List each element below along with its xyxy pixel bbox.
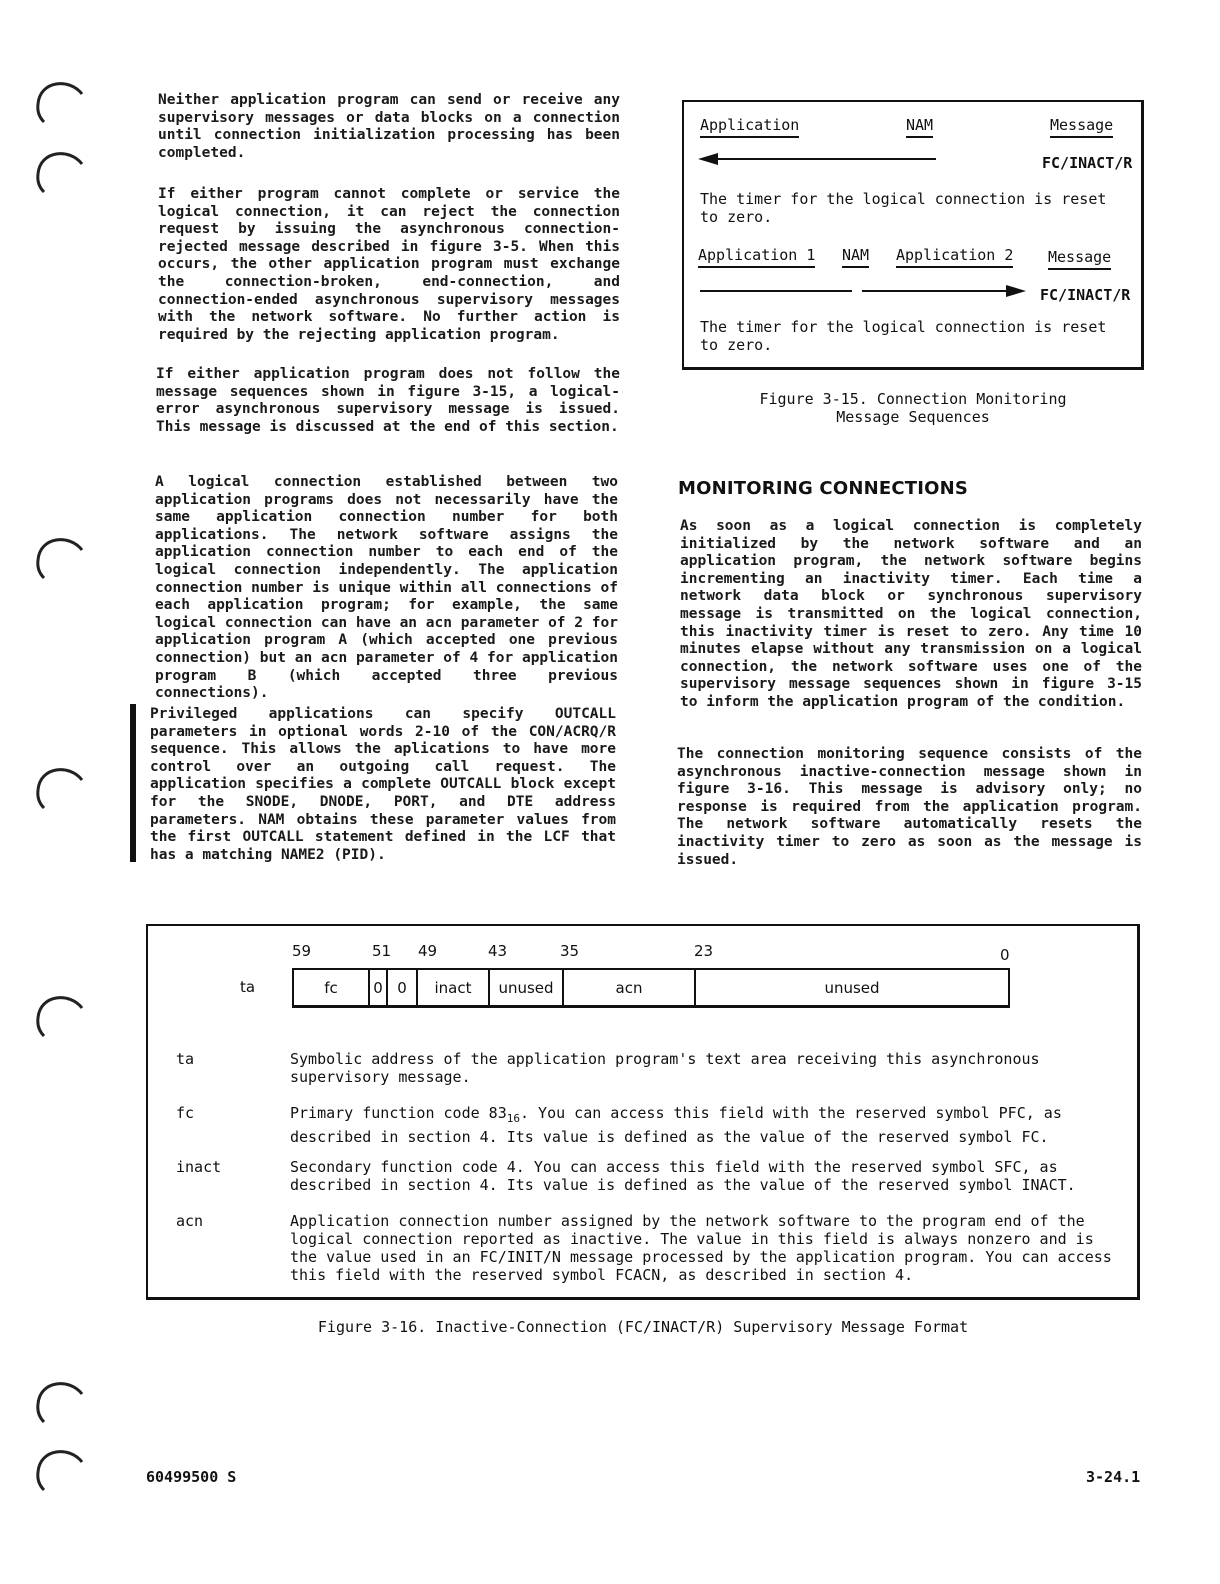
word-label-ta: ta (240, 978, 256, 996)
binder-hole-icon (32, 532, 86, 580)
fig15-row1-message: Message (1050, 116, 1113, 138)
document-number: 60499500 S (146, 1468, 237, 1486)
definition-desc-fc-pre: Primary function code 83 (290, 1104, 507, 1122)
fig15-row1-application: Application (700, 116, 799, 138)
field-zero-1: 0 (370, 970, 388, 1005)
fig15-text-2: The timer for the logical connection is reset to zero. (700, 318, 1107, 354)
arrow-left-icon (698, 152, 938, 166)
left-paragraph-4: A logical connection established between two application programs does not necessarily have the same application connection number for both applications. The network software assigns the application connection number to each end of the logical connection independently. The application connection number is unique within all connections of each application program; for example, the same logical connection can have an acn parameter of 2 for application program A (which accepted one previous connection) but an acn parameter of 4 for application program B (which accepted three previous connections). (155, 474, 618, 702)
bit-number: 51 (372, 942, 392, 960)
binder-hole-icon (32, 146, 86, 194)
definition-term-acn: acn (176, 1212, 204, 1230)
left-paragraph-1: Neither application program can send or receive any supervisory messages or data blocks on a connection until connection initialization processing has been completed. (158, 92, 620, 161)
field-zero-2: 0 (388, 970, 418, 1005)
binder-hole-icon (32, 990, 86, 1038)
figure-3-15-caption-line-2: Message Sequences (836, 408, 990, 426)
figure-3-15-caption-line-1: Figure 3-15. Connection Monitoring (759, 390, 1067, 408)
definition-desc-fc-sub: 16 (506, 1112, 520, 1125)
left-paragraph-5: Privileged applications can specify OUTCALL parameters in optional words 2-10 of the CON/ACRQ/R sequence. This allows the aplications to have more control over an outgoing call request. The application specifies a complete OUTCALL block except for the SNODE, DNODE, PORT, and DTE address parameters. NAM obtains these parameter values from the first OUTCALL statement defined in the LCF that has a matching NAME2 (PID). (150, 706, 616, 863)
definition-term-inact: inact (176, 1158, 222, 1176)
bit-number: 43 (488, 942, 508, 960)
fig15-row2-nam: NAM (842, 246, 869, 268)
left-paragraph-2: If either program cannot complete or service the logical connection, it can reject the connection request by issuing the asynchronous connection-rejected message described in figure 3-5. When this occurs, the other application program must exchange the connection-broken, end-connection, and connection-ended asynchronous supervisory messages with the network software. No further action is required by the rejecting application program. (158, 186, 620, 343)
section-heading: MONITORING CONNECTIONS (678, 478, 969, 499)
field-unused-2: unused (824, 978, 880, 997)
message-format-word (292, 968, 1010, 1008)
definition-term-ta: ta (176, 1050, 195, 1068)
binder-hole-icon (32, 1444, 86, 1492)
binder-hole-icon (32, 1376, 86, 1424)
field-inact: inact (418, 970, 490, 1005)
change-bar (130, 704, 136, 862)
fig15-row2-message-value: FC/INACT/R (1040, 286, 1131, 304)
field-unused-1: unused (490, 970, 564, 1005)
figure-3-15-box (682, 100, 1144, 370)
fig15-row1-message-value: FC/INACT/R (1042, 154, 1133, 172)
page-number: 3-24.1 (1086, 1468, 1141, 1486)
fig15-row2-application-2: Application 2 (896, 246, 1013, 268)
arrow-right-icon (698, 284, 1028, 298)
fig15-row2-message: Message (1048, 248, 1111, 270)
figure-3-15-caption (682, 390, 1144, 426)
fig15-text-1: The timer for the logical connection is reset to zero. (700, 190, 1107, 226)
definition-desc-fc (290, 1104, 1120, 1146)
fig15-row1-nam: NAM (906, 116, 933, 138)
bit-number: 23 (694, 942, 714, 960)
definition-desc-ta: Symbolic address of the application program's text area receiving this asynchronous supervisory message. (290, 1050, 1040, 1086)
definition-desc-fc-post: . You can access this field with the reserved symbol PFC, as described in section 4. Its value is defined as the value of the reserved symbol FC. (290, 1104, 1062, 1146)
bit-number: 49 (418, 942, 438, 960)
field-fc: fc (294, 970, 370, 1005)
binder-hole-icon (32, 76, 86, 124)
figure-3-16-box (146, 924, 1140, 1300)
definition-desc-acn: Application connection number assigned by the network software to the program end of the logical connection reported as inactive. The value in this field is always nonzero and is the value used in an FC/INIT/N message processed by the application program. You can access this field with the reserved symbol FCACN, as described in section 4. (290, 1212, 1112, 1284)
right-paragraph-2: The connection monitoring sequence consists of the asynchronous inactive-connection message shown in figure 3-16. This message is advisory only; no response is required from the application program. The network software automatically resets the inactivity timer to zero as soon as the message is issued. (677, 746, 1142, 868)
definition-term-fc: fc (176, 1104, 195, 1122)
bit-number: 0 (1000, 946, 1010, 964)
field-acn: acn (564, 970, 696, 1005)
bit-number: 35 (560, 942, 580, 960)
fig15-row2-application-1: Application 1 (698, 246, 815, 268)
right-paragraph-1: As soon as a logical connection is completely initialized by the network software and an application program, the network software begins incrementing an inactivity timer. Each time a network data block or synchronous supervisory message is transmitted on the logical connection, this inactivity timer is reset to zero. Any time 10 minutes elapse without any transmission on a logical connection, the network software uses one of the supervisory message sequences shown in figure 3-15 to inform the application program of the condition. (680, 518, 1142, 710)
bit-number: 59 (292, 942, 312, 960)
figure-3-16-caption: Figure 3-16. Inactive-Connection (FC/INACT/R) Supervisory Message Format (317, 1318, 969, 1336)
definition-desc-inact: Secondary function code 4. You can access this field with the reserved symbol SFC, as described in section 4. Its value is defined as the value of the reserved symbol INACT. (290, 1158, 1076, 1194)
binder-hole-icon (32, 762, 86, 810)
left-paragraph-3: If either application program does not follow the message sequences shown in figure 3-15, a logical-error asynchronous supervisory message is issued. This message is discussed at the end of this section. (156, 366, 620, 435)
